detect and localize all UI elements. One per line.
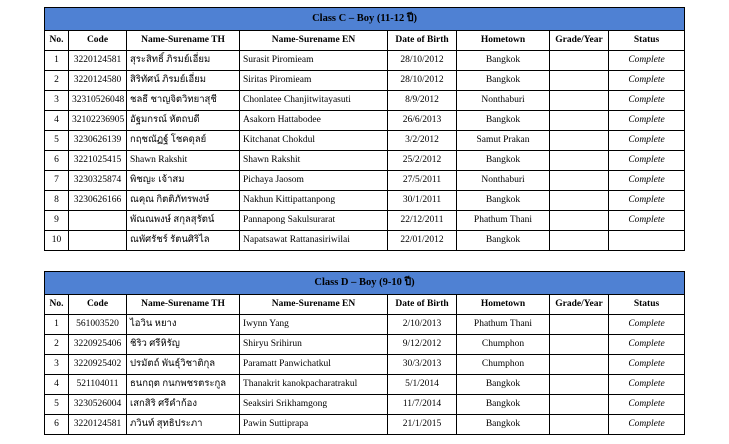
- cell-no: 1: [45, 315, 69, 335]
- cell-name-th: ณพัศรัชร์ รัตนศิริไล: [127, 231, 240, 251]
- cell-grade: [550, 51, 609, 71]
- cell-name-th: Shawn Rakshit: [127, 151, 240, 171]
- cell-name-en: Chonlatee Chanjitwitayasuti: [240, 91, 388, 111]
- cell-code: 3220124580: [69, 71, 127, 91]
- cell-status: Complete: [609, 395, 685, 415]
- cell-hometown: Bangkok: [457, 111, 550, 131]
- cell-name-en: Nakhun Kittipattanpong: [240, 191, 388, 211]
- cell-dob: 25/2/2012: [388, 151, 457, 171]
- cell-name-en: Surasit Piromieam: [240, 51, 388, 71]
- class-c-table: [44, 7, 685, 251]
- cell-status: Complete: [609, 91, 685, 111]
- cell-name-th: พัณณพงษ์ สกุลสุรัตน์: [127, 211, 240, 231]
- cell-hometown: Phathum Thani: [457, 315, 550, 335]
- cell-name-th: สุระสิทธิ์ ภิรมย์เอี่ยม: [127, 51, 240, 71]
- table-row: [45, 91, 685, 111]
- table-row: [45, 171, 685, 191]
- cell-name-en: Iwynn Yang: [240, 315, 388, 335]
- column-header-no: No.: [45, 31, 69, 51]
- cell-hometown: Chumphon: [457, 355, 550, 375]
- cell-no: 2: [45, 335, 69, 355]
- cell-dob: 2/10/2013: [388, 315, 457, 335]
- cell-no: 7: [45, 171, 69, 191]
- cell-code: 32102236905: [69, 111, 127, 131]
- cell-name-en: Pawin Suttiprapa: [240, 415, 388, 435]
- table-row: [45, 355, 685, 375]
- table-title-row: [45, 272, 685, 295]
- cell-dob: 9/12/2012: [388, 335, 457, 355]
- cell-no: 4: [45, 375, 69, 395]
- cell-status: Complete: [609, 315, 685, 335]
- cell-dob: 30/1/2011: [388, 191, 457, 211]
- cell-grade: [550, 151, 609, 171]
- cell-status: Complete: [609, 211, 685, 231]
- cell-grade: [550, 111, 609, 131]
- cell-grade: [550, 191, 609, 211]
- cell-grade: [550, 335, 609, 355]
- table-row: [45, 375, 685, 395]
- cell-name-en: Kitchanat Chokdul: [240, 131, 388, 151]
- cell-code: 3220925406: [69, 335, 127, 355]
- cell-name-en: Pichaya Jaosom: [240, 171, 388, 191]
- cell-code: 3230626166: [69, 191, 127, 211]
- cell-grade: [550, 315, 609, 335]
- cell-hometown: Bangkok: [457, 191, 550, 211]
- cell-dob: 28/10/2012: [388, 71, 457, 91]
- column-header-name-en: Name-Surename EN: [240, 31, 388, 51]
- cell-name-en: Napatsawat Rattanasiriwilai: [240, 231, 388, 251]
- cell-dob: 21/1/2015: [388, 415, 457, 435]
- cell-code: 3220124581: [69, 415, 127, 435]
- cell-name-th: เสกสิริ ศรีคำก้อง: [127, 395, 240, 415]
- cell-name-th: สิริทัศน์ ภิรมย์เอี่ยม: [127, 71, 240, 91]
- cell-status: [609, 231, 685, 251]
- cell-dob: 28/10/2012: [388, 51, 457, 71]
- column-header-hometown: Hometown: [457, 295, 550, 315]
- table-row: [45, 51, 685, 71]
- cell-name-th: ไอวิน หยาง: [127, 315, 240, 335]
- table-row: [45, 315, 685, 335]
- cell-grade: [550, 231, 609, 251]
- cell-grade: [550, 71, 609, 91]
- table-row: [45, 111, 685, 131]
- cell-code: 521104011: [69, 375, 127, 395]
- cell-name-en: Pannapong Sakulsurarat: [240, 211, 388, 231]
- cell-no: 9: [45, 211, 69, 231]
- cell-dob: 26/6/2013: [388, 111, 457, 131]
- table-row: [45, 191, 685, 211]
- cell-status: Complete: [609, 191, 685, 211]
- cell-name-en: Asakorn Hattabodee: [240, 111, 388, 131]
- cell-status: Complete: [609, 51, 685, 71]
- table-row: [45, 211, 685, 231]
- cell-code: 3230325874: [69, 171, 127, 191]
- cell-hometown: Bangkok: [457, 415, 550, 435]
- column-header-dob: Date of Birth: [388, 31, 457, 51]
- cell-name-en: Seaksiri Srikhamgong: [240, 395, 388, 415]
- table-title: Class D – Boy (9-10 ปี): [45, 272, 685, 295]
- cell-name-th: ภวินท์ สุทธิประภา: [127, 415, 240, 435]
- cell-no: 4: [45, 111, 69, 131]
- cell-status: Complete: [609, 151, 685, 171]
- cell-hometown: Bangkok: [457, 375, 550, 395]
- column-header-hometown: Hometown: [457, 31, 550, 51]
- table-row: [45, 415, 685, 435]
- column-header-name-en: Name-Surename EN: [240, 295, 388, 315]
- cell-name-th: ธนกฤต กนกพชรตระกูล: [127, 375, 240, 395]
- cell-no: 10: [45, 231, 69, 251]
- cell-dob: 22/01/2012: [388, 231, 457, 251]
- cell-hometown: Bangkok: [457, 71, 550, 91]
- cell-code: 561003520: [69, 315, 127, 335]
- class-d-table-section: [44, 271, 684, 435]
- class-c-table-section: [44, 7, 684, 251]
- cell-code: 3230526004: [69, 395, 127, 415]
- cell-status: Complete: [609, 375, 685, 395]
- table-title: Class C – Boy (11-12 ปี): [45, 8, 685, 31]
- class-d-table: [44, 271, 685, 435]
- header-row: [45, 31, 685, 51]
- cell-grade: [550, 415, 609, 435]
- cell-status: Complete: [609, 335, 685, 355]
- cell-no: 1: [45, 51, 69, 71]
- cell-name-en: Shiryu Srihirun: [240, 335, 388, 355]
- cell-status: Complete: [609, 71, 685, 91]
- cell-dob: 8/9/2012: [388, 91, 457, 111]
- cell-grade: [550, 171, 609, 191]
- cell-code: 3230626139: [69, 131, 127, 151]
- cell-grade: [550, 375, 609, 395]
- cell-name-th: อัฐมกรณ์ หัตถบดี: [127, 111, 240, 131]
- cell-hometown: Bangkok: [457, 231, 550, 251]
- cell-no: 5: [45, 395, 69, 415]
- cell-name-th: ชิริว ศรีหิรัญ: [127, 335, 240, 355]
- cell-no: 5: [45, 131, 69, 151]
- cell-name-th: พิชญะ เจ้าสม: [127, 171, 240, 191]
- column-header-code: Code: [69, 295, 127, 315]
- cell-grade: [550, 91, 609, 111]
- cell-hometown: Chumphon: [457, 335, 550, 355]
- cell-no: 3: [45, 355, 69, 375]
- cell-dob: 30/3/2013: [388, 355, 457, 375]
- cell-dob: 27/5/2011: [388, 171, 457, 191]
- cell-no: 8: [45, 191, 69, 211]
- cell-status: Complete: [609, 355, 685, 375]
- cell-hometown: Phathum Thani: [457, 211, 550, 231]
- cell-grade: [550, 395, 609, 415]
- column-header-grade: Grade/Year: [550, 31, 609, 51]
- cell-no: 6: [45, 415, 69, 435]
- column-header-status: Status: [609, 295, 685, 315]
- cell-status: Complete: [609, 131, 685, 151]
- cell-name-th: ชลธี ชาญจิตวิทยาสุชี: [127, 91, 240, 111]
- column-header-code: Code: [69, 31, 127, 51]
- cell-code: [69, 211, 127, 231]
- cell-no: 3: [45, 91, 69, 111]
- table-row: [45, 335, 685, 355]
- table-row: [45, 151, 685, 171]
- cell-hometown: Nonthaburi: [457, 171, 550, 191]
- cell-name-th: ณคุณ กิตติภัทรพงษ์: [127, 191, 240, 211]
- cell-grade: [550, 131, 609, 151]
- column-header-dob: Date of Birth: [388, 295, 457, 315]
- cell-grade: [550, 355, 609, 375]
- cell-no: 6: [45, 151, 69, 171]
- cell-code: 3221025415: [69, 151, 127, 171]
- cell-name-en: Siritas Piromieam: [240, 71, 388, 91]
- cell-hometown: Nonthaburi: [457, 91, 550, 111]
- cell-name-en: Shawn Rakshit: [240, 151, 388, 171]
- cell-dob: 11/7/2014: [388, 395, 457, 415]
- cell-status: Complete: [609, 111, 685, 131]
- column-header-name-th: Name-Surename TH: [127, 295, 240, 315]
- cell-hometown: Bangkok: [457, 51, 550, 71]
- cell-name-en: Paramatt Panwichatkul: [240, 355, 388, 375]
- cell-status: Complete: [609, 415, 685, 435]
- header-row: [45, 295, 685, 315]
- cell-grade: [550, 211, 609, 231]
- table-row: [45, 71, 685, 91]
- cell-dob: 22/12/2011: [388, 211, 457, 231]
- column-header-grade: Grade/Year: [550, 295, 609, 315]
- cell-code: 3220124581: [69, 51, 127, 71]
- cell-code: 32310526048: [69, 91, 127, 111]
- cell-name-th: กฤชณัฏฐ์ โชคดุลย์: [127, 131, 240, 151]
- cell-code: [69, 231, 127, 251]
- table-title-row: [45, 8, 685, 31]
- cell-dob: 3/2/2012: [388, 131, 457, 151]
- cell-dob: 5/1/2014: [388, 375, 457, 395]
- table-row: [45, 395, 685, 415]
- cell-code: 3220925402: [69, 355, 127, 375]
- cell-hometown: Bangkok: [457, 151, 550, 171]
- cell-name-th: ปรมัตถ์ พันธุ์วิชาติกุล: [127, 355, 240, 375]
- column-header-no: No.: [45, 295, 69, 315]
- cell-hometown: Bangkok: [457, 395, 550, 415]
- table-row: [45, 231, 685, 251]
- column-header-name-th: Name-Surename TH: [127, 31, 240, 51]
- cell-name-en: Thanakrit kanokpacharatrakul: [240, 375, 388, 395]
- cell-status: Complete: [609, 171, 685, 191]
- cell-no: 2: [45, 71, 69, 91]
- table-row: [45, 131, 685, 151]
- column-header-status: Status: [609, 31, 685, 51]
- cell-hometown: Samut Prakan: [457, 131, 550, 151]
